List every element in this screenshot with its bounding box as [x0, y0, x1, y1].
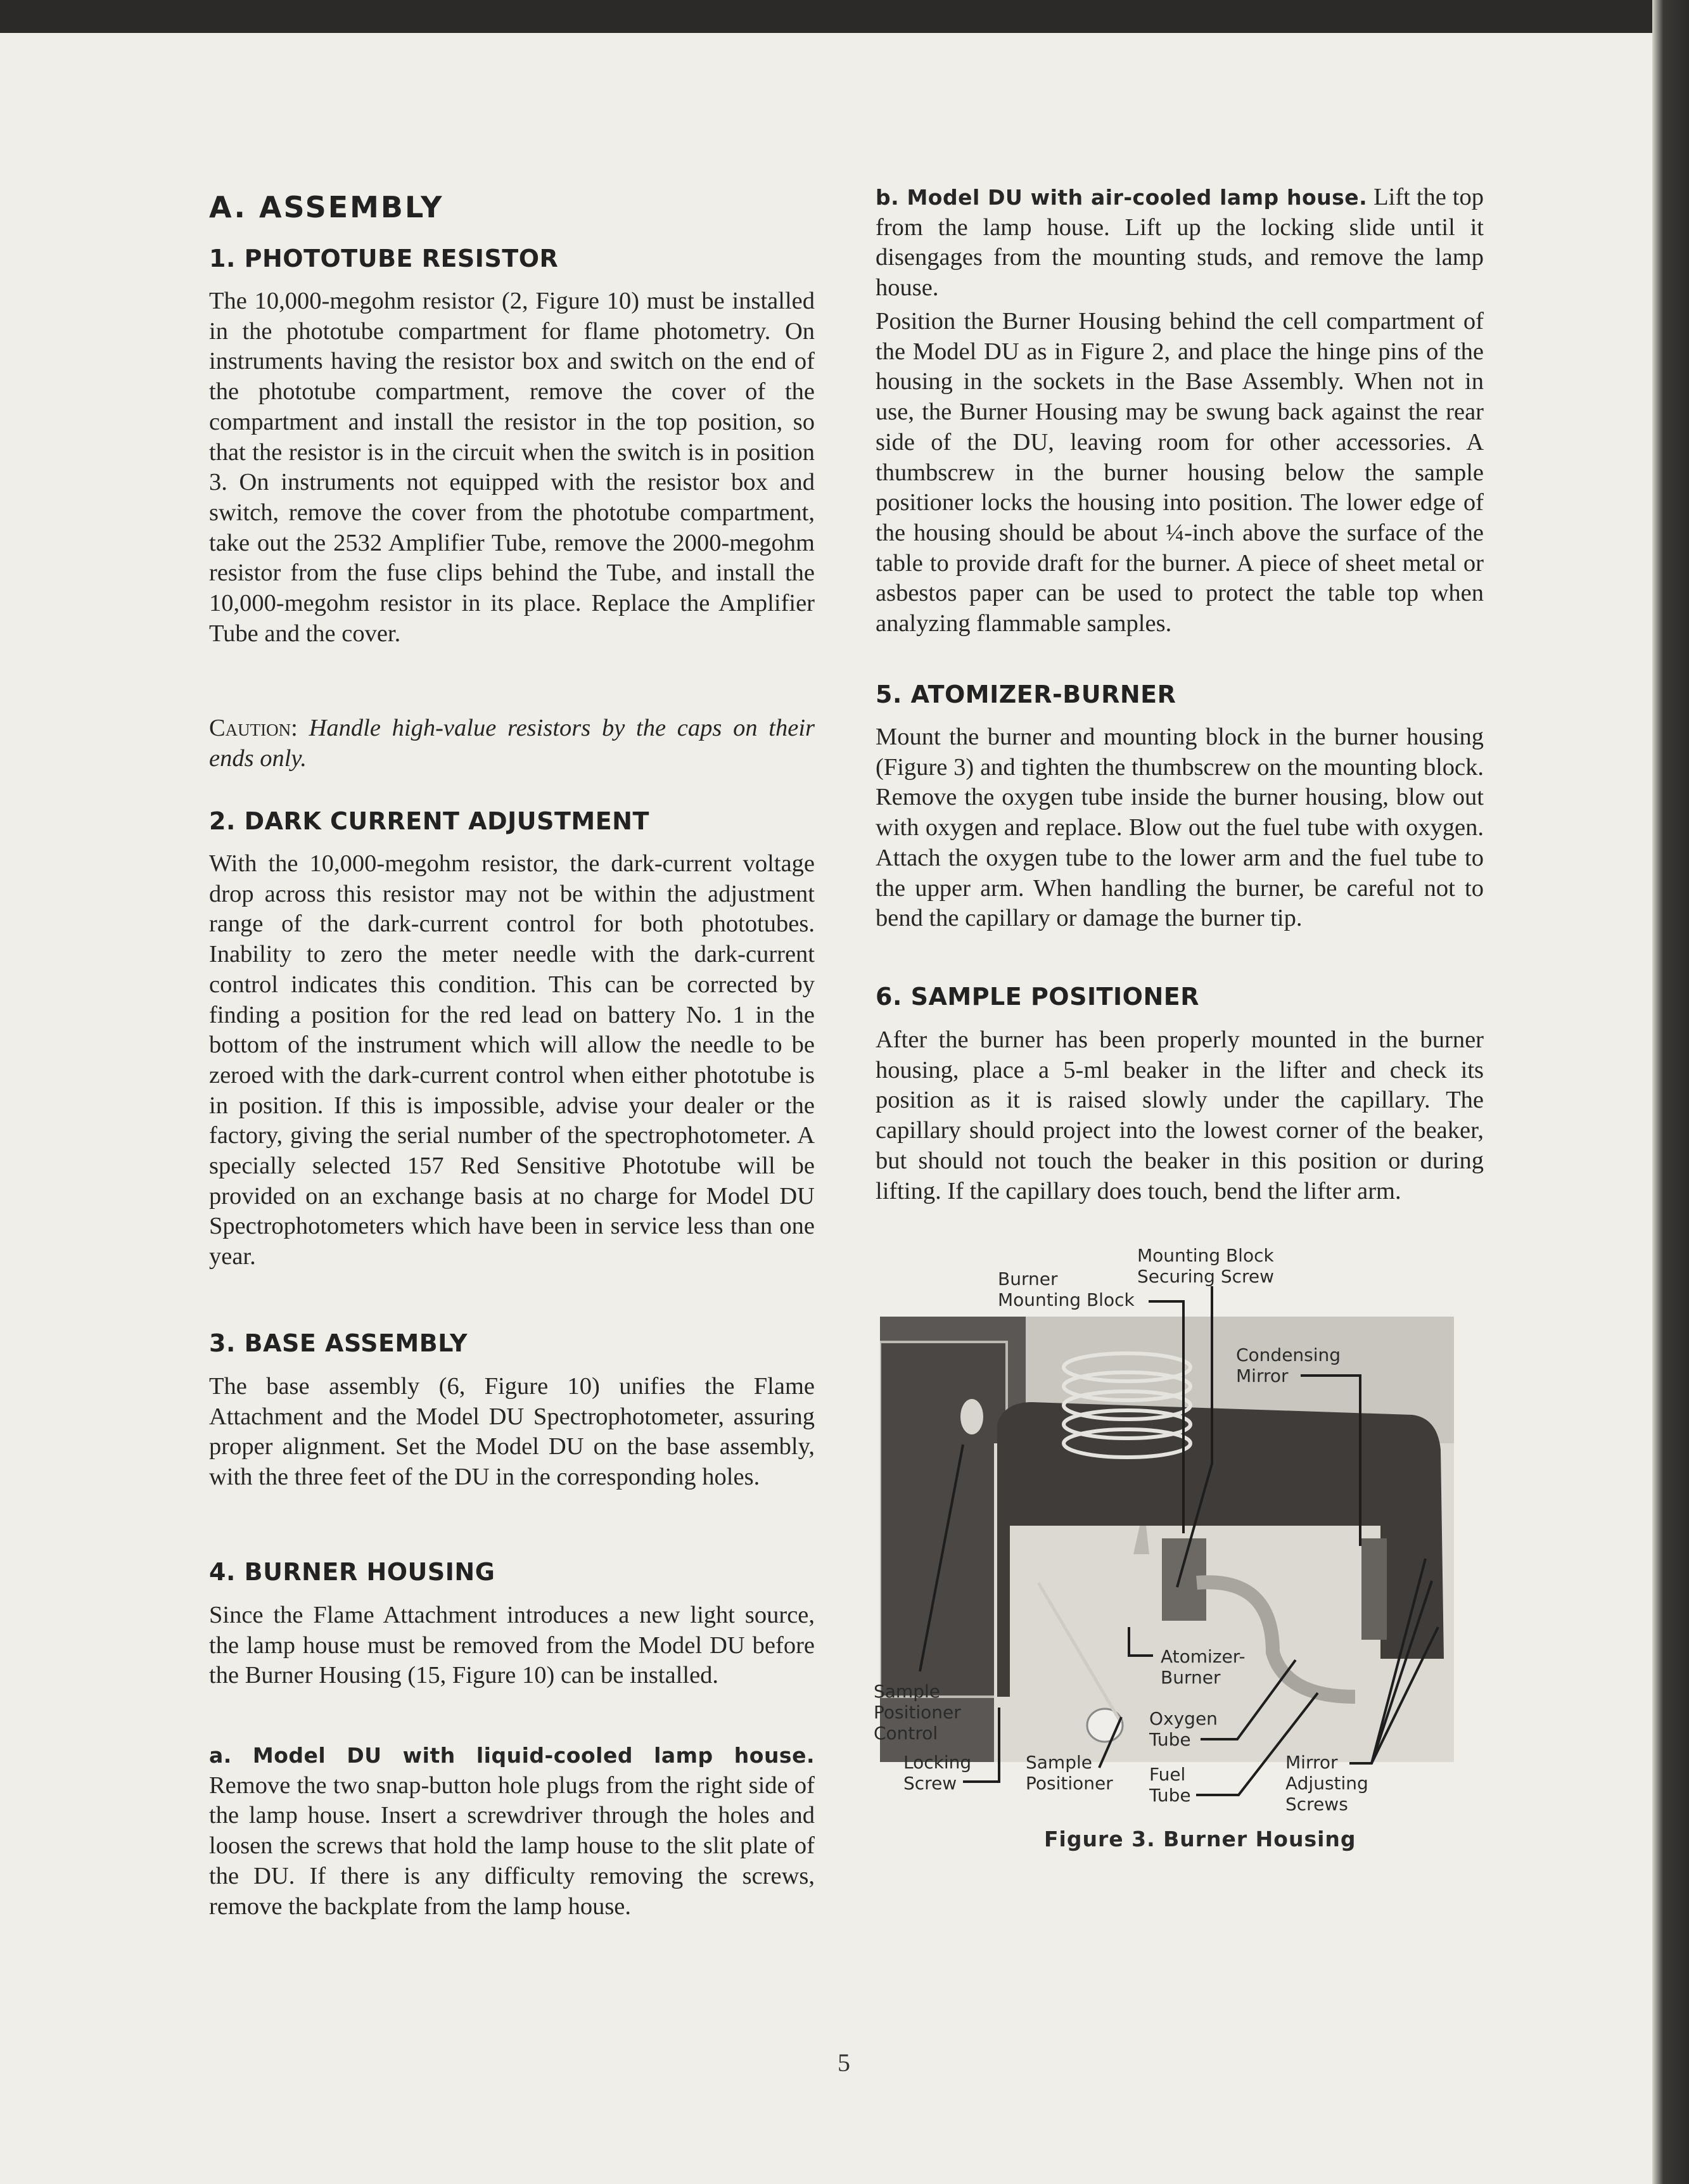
caution-label: Caution:: [209, 715, 298, 741]
scan-right-edge: [1652, 0, 1689, 2184]
section-title: A. ASSEMBLY: [209, 190, 444, 224]
paragraph-atomizer-burner: Mount the burner and mounting block in the burner housing (Figure 3) and tighten the thumbscrew on the mounting block. Remove the oxygen tube inside the burner housing, blow out with oxygen and replace. Blow out the fuel tube with oxygen. Attach the oxygen tube to the lower arm and the fuel tube to the upper arm. When handling the burner, be careful not to bend the capillary or damage the burner tip.: [876, 724, 1484, 932]
paragraph-base-assembly: The base assembly (6, Figure 10) unifies the Flame Attachment and the Model DU Spectrophotometer, assuring proper alignment. Set the Model DU on the base assembly, with the three feet of the DU in the corresponding holes.: [209, 1373, 815, 1491]
leader-lines: [868, 1236, 1489, 1964]
scan-top-border: [0, 0, 1689, 33]
paragraph-liquid-cooled: [209, 1740, 815, 1922]
label-fuel-tube: Fuel Tube: [1149, 1764, 1191, 1806]
figure-burner-housing: [868, 1236, 1489, 1964]
heading-base-assembly: 3. BASE ASSEMBLY: [209, 1329, 468, 1357]
label-oxygen-tube: Oxygen Tube: [1149, 1708, 1218, 1750]
label-mounting-block-securing-screw: Mounting Block Securing Screw: [1137, 1245, 1275, 1287]
heading-phototube-resistor: 1. PHOTOTUBE RESISTOR: [209, 245, 559, 272]
heading-burner-housing: 4. BURNER HOUSING: [209, 1558, 495, 1586]
paragraph-position-housing: Position the Burner Housing behind the cell compartment of the Model DU as in Figure 2, and place the hinge pins of the housing in the sockets in the Base Assembly. When not in use, the Burner Housing may be swung back against the rear side of the DU, leaving room for other accessories. A thumbscrew in the burner housing below the sample positioner locks the housing into position. The lower edge of the housing should be about ¼-inch above the surface of the table to provide draft for the burner. A piece of sheet metal or asbestos paper can be used to protect the table top when analyzing flammable samples.: [876, 308, 1484, 637]
figure-caption: Figure 3. Burner Housing: [1044, 1827, 1356, 1851]
paragraph-burner-housing: Since the Flame Attachment introduces a new light source, the lamp house must be removed from the Model DU before the Burner Housing (15, Figure 10) can be installed.: [209, 1602, 815, 1689]
text-liquid-cooled: Remove the two snap-button hole plugs from the right side of the lamp house. Insert a screwdriver through the holes and loosen the screws that hold the lamp house to the slit plate of the DU. If there is any difficulty removing the screws, remove the backplate from the lamp house.: [209, 1772, 815, 1920]
label-burner-mounting-block: Burner Mounting Block: [998, 1268, 1135, 1310]
text-air-cooled: Lift the top from the lamp house. Lift up the locking slide until it disengages from the mounting studs, and remove the lamp house.: [876, 184, 1484, 302]
label-mirror-adjusting-screws: Mirror Adjusting Screws: [1285, 1752, 1368, 1815]
heading-dark-current: 2. DARK CURRENT ADJUSTMENT: [209, 807, 649, 835]
lead-air-cooled: b. Model DU with air-cooled lamp house.: [876, 185, 1368, 210]
heading-sample-positioner: 6. SAMPLE POSITIONER: [876, 983, 1199, 1011]
paragraph-phototube-resistor: The 10,000-megohm resistor (2, Figure 10) must be installed in the phototube compartment for flame photometry. On instruments having the resistor box and switch on the end of the phototube compartment, remove the cover of the compartment and install the resistor in the top position, so that the resistor is in the circuit when the switch is in position 3. On instruments not equipped with the resistor box and switch, remove the cover from the phototube compartment, take out the 2532 Amplifier Tube, remove the 2000-megohm resistor from the fuse clips behind the Tube, and install the 10,000-megohm resistor in its place. Replace the Amplifier Tube and the cover.: [209, 288, 815, 647]
caution-note: [209, 713, 815, 774]
heading-atomizer-burner: 5. ATOMIZER-BURNER: [876, 680, 1176, 708]
label-condensing-mirror: Condensing Mirror: [1236, 1344, 1341, 1386]
label-sample-positioner-control: Sample Positioner Control: [874, 1681, 961, 1744]
paragraph-sample-positioner: After the burner has been properly mounted in the burner housing, place a 5-ml beaker in the lifter and check its position as it is raised slowly under the capillary. The capillary should project into the lowest corner of the beaker, but should not touch the beaker in this position or during lifting. If the capillary does touch, bend the lifter arm.: [876, 1026, 1484, 1204]
page-number: 5: [838, 2048, 850, 2077]
label-sample-positioner: Sample Positioner: [1026, 1752, 1113, 1794]
label-locking-screw: Locking Screw: [903, 1752, 972, 1794]
caution-text: Handle high-value resistors by the caps on their ends only.: [209, 715, 815, 772]
lead-liquid-cooled: a. Model DU with liquid-cooled lamp house.: [209, 1743, 815, 1768]
paragraph-dark-current: With the 10,000-megohm resistor, the dark-current voltage drop across this resistor may not be within the adjustment range of the dark-current control for both phototubes. Inability to zero the meter needle with the dark-current control indicates this condition. This can be corrected by finding a position for the red lead on battery No. 1 in the bottom of the instrument which will allow the needle to be zeroed with the dark-current control when either phototube is in position. If this is impossible, advise your dealer or the factory, giving the serial number of the spectrophotometer. A specially selected 157 Red Sensitive Phototube will be provided on an exchange basis at no charge for Model DU Spectrophotometers which have been in service less than one year.: [209, 850, 815, 1270]
paragraph-air-cooled: [876, 182, 1484, 303]
label-atomizer-burner: Atomizer- Burner: [1161, 1646, 1246, 1688]
